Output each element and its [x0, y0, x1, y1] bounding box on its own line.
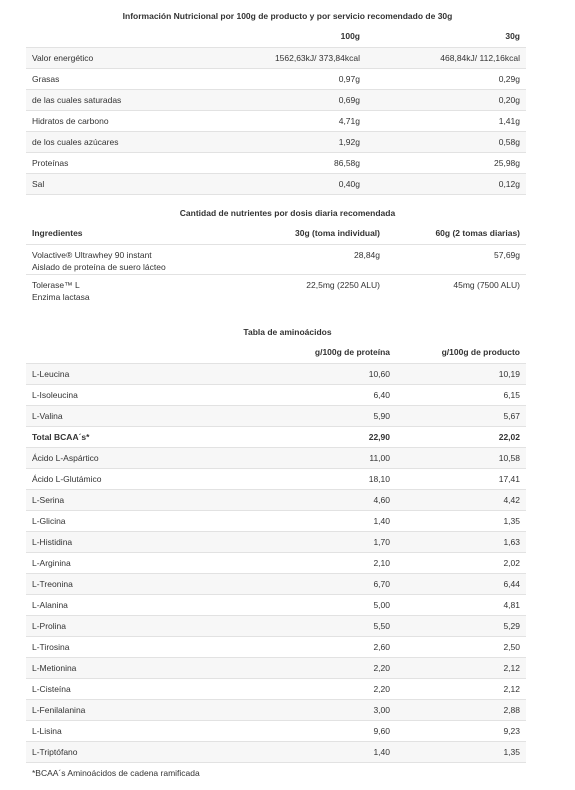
aminoacid-name: L-Arginina	[26, 552, 246, 573]
table-row	[26, 552, 526, 573]
aminoacid-per-protein: 2,60	[246, 636, 396, 657]
table-row	[26, 447, 526, 468]
table-row	[26, 47, 526, 68]
aminoacids-header-protein: g/100g de proteína	[246, 342, 396, 363]
table-row	[26, 615, 526, 636]
aminoacids-header-name	[26, 342, 246, 363]
aminoacid-name: L-Serina	[26, 489, 246, 510]
aminoacids-footnote: *BCAA´s Aminoácidos de cadena ramificada	[32, 767, 200, 778]
dose-single-value: 22,5mg (2250 ALU)	[306, 279, 380, 290]
aminoacid-per-product: 22,02	[396, 426, 526, 447]
table-row	[26, 573, 526, 594]
nutrition-header-30g: 30g	[366, 26, 526, 47]
table-row	[26, 468, 526, 489]
nutrient-value-100g: 86,58g	[206, 152, 366, 173]
aminoacid-per-protein: 1,70	[246, 531, 396, 552]
table-row	[26, 173, 526, 194]
nutrition-title: Información Nutricional por 100g de producto y por servicio recomendado de 30g	[122, 11, 453, 21]
table-row	[26, 363, 526, 384]
dose-daily-value: 45mg (7500 ALU)	[453, 279, 520, 290]
aminoacids-title: Tabla de aminoácidos	[243, 327, 332, 337]
aminoacid-per-product: 2,50	[396, 636, 526, 657]
aminoacid-per-protein: 1,40	[246, 510, 396, 531]
table-row	[26, 741, 526, 762]
nutrition-header-row	[26, 26, 526, 47]
aminoacid-name: L-Fenilalanina	[26, 699, 246, 720]
aminoacid-name: L-Tirosina	[26, 636, 246, 657]
nutrition-header-name	[26, 26, 206, 47]
aminoacid-per-protein: 22,90	[246, 426, 396, 447]
nutrient-value-100g: 0,40g	[206, 173, 366, 194]
aminoacid-per-protein: 11,00	[246, 447, 396, 468]
table-row	[26, 510, 526, 531]
aminoacid-name: Ácido L-Aspártico	[26, 447, 246, 468]
aminoacid-per-protein: 6,40	[246, 384, 396, 405]
aminoacid-per-product: 2,88	[396, 699, 526, 720]
nutrient-value-30g: 0,58g	[366, 131, 526, 152]
aminoacid-per-protein: 5,00	[246, 594, 396, 615]
aminoacid-name: L-Valina	[26, 405, 246, 426]
aminoacid-per-protein: 2,20	[246, 657, 396, 678]
table-row	[26, 531, 526, 552]
table-row	[26, 384, 526, 405]
table-row	[26, 274, 526, 304]
nutrient-value-100g: 0,69g	[206, 89, 366, 110]
nutrient-value-30g: 1,41g	[366, 110, 526, 131]
nutrient-value-100g: 1,92g	[206, 131, 366, 152]
table-row	[26, 489, 526, 510]
aminoacid-per-product: 4,42	[396, 489, 526, 510]
table-row	[26, 678, 526, 699]
aminoacid-per-product: 1,63	[396, 531, 526, 552]
aminoacid-per-product: 1,35	[396, 510, 526, 531]
nutrient-name: Sal	[26, 173, 206, 194]
aminoacids-footnote-row	[26, 762, 526, 783]
nutrient-value-100g: 0,97g	[206, 68, 366, 89]
table-row	[26, 89, 526, 110]
doses-header-60g: 60g (2 tomas diarias)	[386, 222, 526, 244]
aminoacid-per-protein: 3,00	[246, 699, 396, 720]
aminoacid-per-protein: 1,40	[246, 741, 396, 762]
aminoacid-per-product: 17,41	[396, 468, 526, 489]
nutrient-name: Proteínas	[26, 152, 206, 173]
aminoacids-header-row	[26, 342, 526, 363]
table-row	[26, 720, 526, 741]
aminoacid-name: Total BCAA´s*	[26, 426, 246, 447]
aminoacid-name: L-Alanina	[26, 594, 246, 615]
aminoacid-per-product: 9,23	[396, 720, 526, 741]
doses-header-row	[26, 222, 526, 244]
aminoacid-per-protein: 4,60	[246, 489, 396, 510]
aminoacid-per-product: 1,35	[396, 741, 526, 762]
aminoacid-name: L-Isoleucina	[26, 384, 246, 405]
table-row	[26, 68, 526, 89]
ingredient-name: Volactive® Ultrawhey 90 instant	[32, 249, 152, 260]
nutrient-name: Hidratos de carbono	[26, 110, 206, 131]
table-row	[26, 426, 526, 447]
nutrition-header-100g: 100g	[206, 26, 366, 47]
doses-header-30g: 30g (toma individual)	[246, 222, 386, 244]
table-row	[26, 131, 526, 152]
aminoacid-per-product: 2,12	[396, 657, 526, 678]
table-row	[26, 405, 526, 426]
ingredient-description: Enzima lactasa	[32, 291, 90, 302]
aminoacid-per-product: 6,44	[396, 573, 526, 594]
nutrient-name: Valor energético	[26, 47, 206, 68]
aminoacid-name: Ácido L-Glutámico	[26, 468, 246, 489]
nutrient-value-100g: 4,71g	[206, 110, 366, 131]
nutrient-name: de las cuales saturadas	[26, 89, 206, 110]
doses-header-ingredients: Ingredientes	[26, 222, 246, 244]
nutrient-value-30g: 0,12g	[366, 173, 526, 194]
aminoacid-name: L-Lisina	[26, 720, 246, 741]
aminoacid-per-protein: 5,50	[246, 615, 396, 636]
aminoacid-per-protein: 2,10	[246, 552, 396, 573]
dose-single-value: 28,84g	[246, 244, 386, 274]
aminoacid-name: L-Metionina	[26, 657, 246, 678]
table-row	[26, 152, 526, 173]
ingredient-cell	[26, 244, 246, 274]
ingredient-name: Tolerase™ L	[32, 279, 80, 290]
nutrient-value-100g: 1562,63kJ/ 373,84kcal	[206, 47, 366, 68]
aminoacid-name: L-Triptófano	[26, 741, 246, 762]
nutrient-value-30g: 25,98g	[366, 152, 526, 173]
aminoacid-name: L-Glicina	[26, 510, 246, 531]
table-row	[26, 244, 526, 274]
aminoacid-name: L-Cisteína	[26, 678, 246, 699]
table-row	[26, 699, 526, 720]
nutrient-name: de los cuales azúcares	[26, 131, 206, 152]
table-row	[26, 657, 526, 678]
aminoacid-per-protein: 10,60	[246, 363, 396, 384]
aminoacids-table	[26, 342, 526, 783]
aminoacids-header-product: g/100g de producto	[396, 342, 526, 363]
table-row	[26, 110, 526, 131]
aminoacid-name: L-Leucina	[26, 363, 246, 384]
aminoacid-per-product: 5,67	[396, 405, 526, 426]
dose-daily-value: 57,69g	[386, 244, 526, 274]
doses-title: Cantidad de nutrientes por dosis diaria recomendada	[179, 208, 396, 218]
aminoacid-per-product: 10,58	[396, 447, 526, 468]
nutrient-value-30g: 0,29g	[366, 68, 526, 89]
aminoacid-name: L-Treonina	[26, 573, 246, 594]
aminoacid-per-product: 6,15	[396, 384, 526, 405]
aminoacid-name: L-Histidina	[26, 531, 246, 552]
aminoacid-per-protein: 6,70	[246, 573, 396, 594]
ingredient-cell	[26, 274, 246, 304]
nutrition-table	[26, 26, 526, 195]
aminoacid-per-protein: 2,20	[246, 678, 396, 699]
aminoacid-per-product: 10,19	[396, 363, 526, 384]
doses-table	[26, 222, 526, 304]
aminoacid-per-protein: 9,60	[246, 720, 396, 741]
table-row	[26, 594, 526, 615]
ingredient-description: Aislado de proteína de suero lácteo	[32, 261, 166, 272]
aminoacid-per-protein: 18,10	[246, 468, 396, 489]
nutrient-value-30g: 0,20g	[366, 89, 526, 110]
nutrient-name: Grasas	[26, 68, 206, 89]
aminoacid-per-product: 4,81	[396, 594, 526, 615]
aminoacid-per-product: 5,29	[396, 615, 526, 636]
table-row	[26, 636, 526, 657]
aminoacid-per-product: 2,02	[396, 552, 526, 573]
aminoacid-name: L-Prolina	[26, 615, 246, 636]
aminoacid-per-protein: 5,90	[246, 405, 396, 426]
aminoacid-per-product: 2,12	[396, 678, 526, 699]
nutrient-value-30g: 468,84kJ/ 112,16kcal	[366, 47, 526, 68]
